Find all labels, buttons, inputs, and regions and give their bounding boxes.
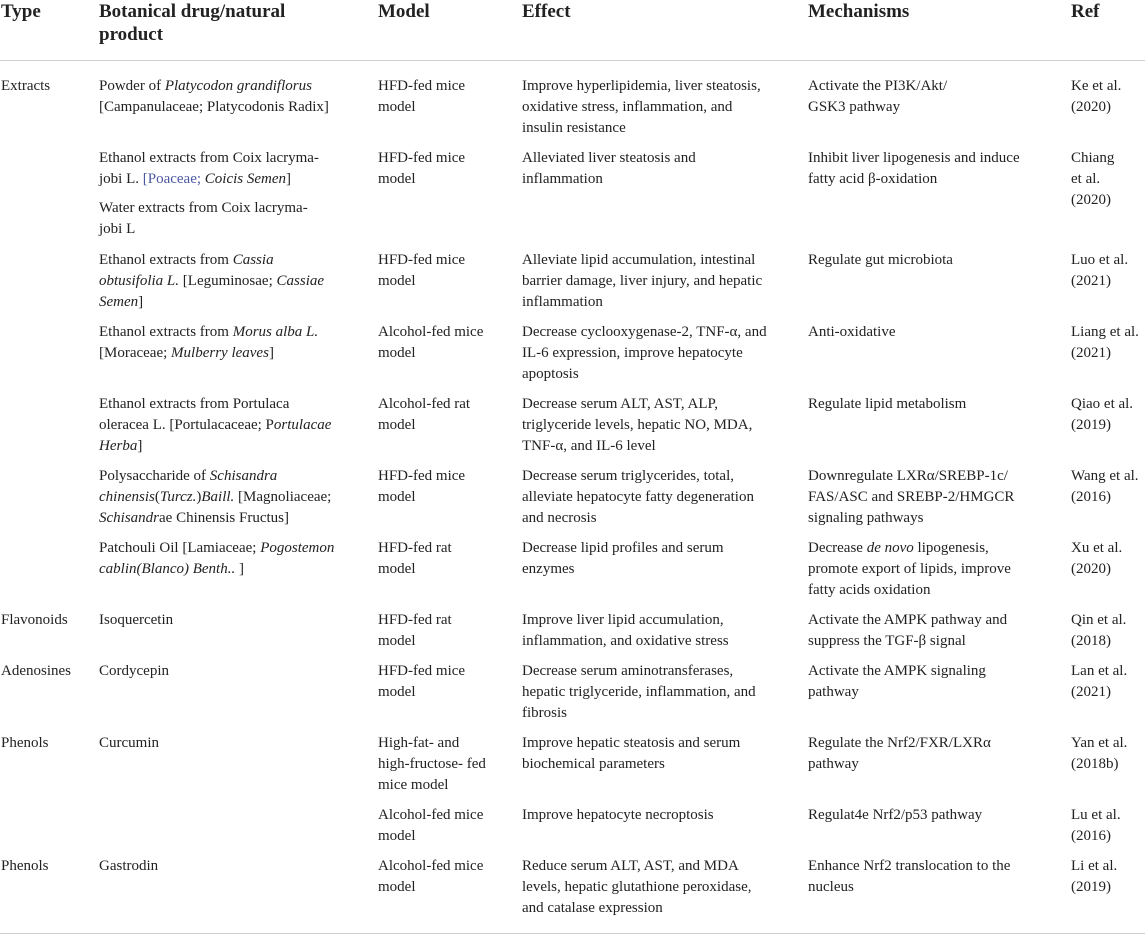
ref-cell: [1071, 661, 1127, 703]
model-cell: [378, 250, 465, 292]
effect-cell-line: levels, hepatic glutathione peroxidase,: [522, 879, 752, 896]
text-segment: [Moraceae;: [99, 345, 172, 362]
ref-cell-line: (2016): [1071, 489, 1111, 506]
model-cell: [378, 148, 465, 190]
type-cell-line: Phenols: [1, 735, 49, 751]
mechanism-cell: [808, 661, 986, 703]
effect-cell-line: Improve hepatocyte necroptosis: [522, 807, 714, 823]
model-cell-line: HFD-fed mice: [378, 663, 466, 679]
effect-cell-line: insulin resistance: [522, 120, 626, 137]
ref-cell-line: (2018b): [1071, 756, 1119, 773]
drug-cell: [99, 250, 324, 314]
ref-cell-line: Ke et al.: [1071, 78, 1122, 94]
ref-cell-line: (2019): [1071, 417, 1111, 434]
model-cell-line: model: [378, 417, 416, 434]
model-cell-line: HFD-fed mice: [378, 252, 466, 268]
model-cell: [378, 394, 470, 436]
mechanism-cell: [808, 322, 895, 343]
effect-cell-line: inflammation: [522, 171, 603, 188]
ref-cell-line: Lu et al.: [1071, 807, 1121, 823]
drug-cell-line: [99, 733, 159, 754]
effect-cell: [522, 394, 752, 458]
effect-cell-line: fibrosis: [522, 705, 567, 722]
effect-cell-line: Decrease serum aminotransferases,: [522, 663, 734, 679]
text-segment: Cassia: [232, 252, 274, 268]
header-drug: [99, 0, 285, 46]
text-segment: Polysaccharide of: [99, 468, 210, 484]
effect-cell: [522, 322, 767, 386]
effect-cell-line: Decrease serum triglycerides, total,: [522, 468, 734, 484]
ref-cell-line: (2018): [1071, 633, 1111, 650]
mechanism-cell-line: [808, 169, 1020, 190]
type-cell: [1, 76, 50, 97]
mechanism-cell-line: [808, 631, 1007, 652]
model-cell-line: model: [378, 171, 416, 188]
text-segment: ): [196, 489, 202, 506]
drug-cell: [99, 610, 173, 631]
effect-cell-line: Improve hepatic steatosis and serum: [522, 735, 741, 751]
drug-cell: [99, 466, 331, 530]
effect-cell-line: barrier damage, liver injury, and hepatic: [522, 273, 763, 290]
ref-cell: [1071, 733, 1127, 775]
text-segment: Ethanol extracts from: [99, 252, 233, 268]
ref-cell-line: Li et al.: [1071, 858, 1118, 874]
header-mechanisms: Mechanisms: [808, 1, 910, 22]
drug-cell-line: [99, 169, 319, 190]
model-cell: [378, 805, 483, 847]
model-cell: [378, 322, 483, 364]
text-segment: pathway: [808, 684, 859, 701]
text-segment: Regulate the Nrf2/FXR/LXRα: [808, 735, 991, 751]
drug-cell-line: [99, 148, 319, 169]
header-drug-line-2: product: [99, 24, 164, 45]
effect-cell: [522, 733, 740, 775]
text-segment: Decrease: [808, 540, 867, 556]
header-effect: Effect: [522, 1, 571, 22]
model-cell: [378, 610, 452, 652]
mechanism-cell-line: [808, 97, 947, 118]
text-segment: ]: [137, 438, 143, 455]
text-segment: ]: [235, 561, 244, 578]
text-segment: Water extracts from Coix lacryma-: [99, 200, 308, 216]
mechanism-cell: [808, 466, 1014, 530]
drug-cell: [99, 76, 329, 118]
effect-cell-line: IL-6 expression, improve hepatocyte: [522, 345, 743, 362]
ref-cell-line: Xu et al.: [1071, 540, 1123, 556]
text-segment: cablin(Blanco) Benth..: [99, 561, 236, 578]
mechanism-cell: [808, 148, 1020, 190]
text-segment: oleracea L. [Portulacaceae; P: [99, 417, 274, 434]
effect-cell-line: alleviate hepatocyte fatty degeneration: [522, 489, 754, 506]
taxonomy-link[interactable]: [Poaceae;: [142, 171, 205, 188]
text-segment: Platycodon grandiflorus: [164, 78, 312, 94]
text-segment: Cassiae: [276, 273, 325, 290]
model-cell-line: HFD-fed mice: [378, 150, 466, 166]
drug-cell-line: [99, 76, 329, 97]
mechanism-cell: [808, 538, 1011, 602]
text-segment: FAS/ASC and SREBP-2/HMGCR: [808, 489, 1015, 506]
model-cell-line: model: [378, 345, 416, 362]
text-segment: Mulberry leaves: [171, 345, 269, 362]
mechanism-cell-line: [808, 754, 991, 775]
ref-cell: [1071, 148, 1114, 212]
text-segment: Powder of: [99, 78, 165, 94]
ref-cell-line: (2016): [1071, 828, 1111, 845]
text-segment: Cordycepin: [99, 663, 169, 679]
text-segment: GSK3 pathway: [808, 99, 901, 116]
mechanism-cell: [808, 733, 991, 775]
drug-cell-line: [99, 219, 308, 240]
drug-cell-line: [99, 661, 169, 682]
mechanism-cell-line: [808, 466, 1014, 487]
ref-cell-line: (2020): [1071, 192, 1111, 209]
ref-cell: [1071, 805, 1121, 847]
model-cell: [378, 466, 465, 508]
ref-cell: [1071, 322, 1139, 364]
text-segment: [Magnoliaceae;: [234, 489, 332, 506]
ref-cell: [1071, 394, 1133, 436]
type-cell: [1, 610, 68, 631]
mechanism-cell-line: [808, 805, 982, 826]
model-cell-line: model: [378, 684, 416, 701]
text-segment: Isoquercetin: [99, 612, 174, 628]
text-segment: fatty acids oxidation: [808, 582, 931, 599]
text-segment: Activate the AMPK pathway and: [808, 612, 1008, 628]
drug-cell: [99, 198, 308, 240]
effect-cell-line: Decrease cyclooxygenase-2, TNF-α, and: [522, 324, 767, 340]
type-cell-line: Phenols: [1, 858, 49, 874]
text-segment: Ethanol extracts from: [99, 324, 233, 340]
text-segment: ae Chinensis Fructus]: [159, 510, 289, 527]
text-segment: Downregulate LXRα/SREBP-1c/: [808, 468, 1008, 484]
header-model: Model: [378, 1, 430, 22]
effect-cell: [522, 148, 696, 190]
header-drug-line-1: Botanical drug/natural: [99, 1, 286, 22]
model-cell-line: model: [378, 489, 416, 506]
ref-cell-line: (2019): [1071, 879, 1111, 896]
drug-cell: [99, 538, 334, 580]
mechanism-cell-line: [808, 148, 1020, 169]
text-segment: Patchouli Oil [Lamiaceae;: [99, 540, 261, 556]
effect-cell: [522, 661, 756, 725]
effect-cell: [522, 76, 761, 140]
bottom-rule: [0, 933, 1145, 934]
text-segment: jobi L: [99, 221, 136, 238]
drug-cell-line: [99, 292, 324, 313]
model-cell: [378, 538, 452, 580]
text-segment: [Leguminosae;: [179, 273, 277, 290]
effect-cell: [522, 538, 724, 580]
effect-cell-line: triglyceride levels, hepatic NO, MDA,: [522, 417, 753, 434]
effect-cell-line: TNF-α, and IL-6 level: [522, 438, 656, 455]
ref-cell-line: (2020): [1071, 99, 1111, 116]
text-segment: ]: [268, 345, 274, 362]
model-cell-line: HFD-fed rat: [378, 540, 452, 556]
drug-cell-line: [99, 538, 334, 559]
drug-cell-line: [99, 394, 331, 415]
effect-cell: [522, 610, 729, 652]
mechanism-cell: [808, 610, 1007, 652]
model-cell-line: model: [378, 99, 416, 116]
ref-cell-line: Lan et al.: [1071, 663, 1128, 679]
effect-cell-line: apoptosis: [522, 366, 579, 383]
mechanism-cell-line: [808, 682, 986, 703]
drug-cell-line: [99, 436, 331, 457]
mechanism-cell: [808, 394, 966, 415]
model-cell-line: model: [378, 879, 416, 896]
text-segment: Baill.: [201, 489, 235, 506]
effect-cell-line: enzymes: [522, 561, 575, 578]
text-segment: ]: [138, 294, 144, 311]
drug-cell: [99, 322, 318, 364]
drug-cell-line: [99, 466, 331, 487]
drug-cell: [99, 148, 319, 190]
drug-cell-line: [99, 343, 318, 364]
effect-cell: [522, 805, 714, 826]
text-segment: signaling pathways: [808, 510, 924, 527]
text-segment: fatty acid β-oxidation: [808, 171, 938, 188]
model-cell-line: Alcohol-fed mice: [378, 324, 484, 340]
text-segment: de novo: [866, 540, 914, 556]
ref-cell-line: Luo et al.: [1071, 252, 1129, 268]
drug-cell-line: [99, 271, 324, 292]
drug-cell-line: [99, 250, 324, 271]
model-cell-line: model: [378, 633, 416, 650]
ref-cell-line: Yan et al.: [1071, 735, 1128, 751]
text-segment: promote export of lipids, improve: [808, 561, 1011, 578]
mechanism-cell-line: [808, 508, 1014, 529]
effect-cell-line: Decrease serum ALT, AST, ALP,: [522, 396, 718, 412]
model-cell-line: Alcohol-fed mice: [378, 858, 484, 874]
model-cell-line: model: [378, 561, 416, 578]
model-cell: [378, 76, 465, 118]
text-segment: Herba: [99, 438, 138, 455]
drug-cell: [99, 856, 158, 877]
mechanism-cell-line: [808, 394, 966, 415]
mechanism-cell-line: [808, 76, 947, 97]
mechanism-cell-line: [808, 580, 1011, 601]
effect-cell-line: Decrease lipid profiles and serum: [522, 540, 724, 556]
drug-cell: [99, 661, 169, 682]
text-segment: Activate the PI3K/Akt/: [808, 78, 948, 94]
mechanism-cell-line: [808, 487, 1014, 508]
ref-cell-line: Wang et al.: [1071, 468, 1139, 484]
type-cell-line: Flavonoids: [1, 612, 68, 628]
mechanism-cell: [808, 805, 982, 826]
mechanism-cell-line: [808, 250, 953, 271]
text-segment: Regulate gut microbiota: [808, 252, 953, 268]
drug-cell: [99, 394, 331, 458]
mechanism-cell-line: [808, 661, 986, 682]
ref-cell-line: Chiang: [1071, 150, 1115, 166]
header-type: Type: [1, 1, 41, 22]
model-cell-line: high-fructose- fed: [378, 756, 486, 773]
drug-cell-line: [99, 97, 329, 118]
model-cell-line: mice model: [378, 777, 449, 794]
text-segment: Ethanol extracts from Portulaca: [99, 396, 290, 412]
text-segment: [Campanulaceae; Platycodonis Radix]: [99, 99, 329, 116]
text-segment: obtusifolia L.: [99, 273, 180, 290]
ref-cell-line: (2020): [1071, 561, 1111, 578]
effect-cell-line: biochemical parameters: [522, 756, 665, 773]
ref-cell-line: Liang et al.: [1071, 324, 1139, 340]
drug-cell-line: [99, 856, 158, 877]
model-cell-line: HFD-fed mice: [378, 468, 466, 484]
effect-cell-line: oxidative stress, inflammation, and: [522, 99, 733, 116]
text-segment: Enhance Nrf2 translocation to the: [808, 858, 1011, 874]
type-cell: [1, 733, 49, 754]
model-cell: [378, 661, 465, 703]
header-ref: Ref: [1071, 1, 1100, 22]
ref-cell-line: Qin et al.: [1071, 612, 1127, 628]
drug-cell-line: [99, 322, 318, 343]
effect-cell-line: Reduce serum ALT, AST, and MDA: [522, 858, 739, 874]
effect-cell-line: Alleviated liver steatosis and: [522, 150, 696, 166]
drug-cell-line: [99, 610, 173, 631]
text-segment: Pogostemon: [260, 540, 335, 556]
mechanism-cell: [808, 856, 1010, 898]
model-cell-line: HFD-fed rat: [378, 612, 452, 628]
drug-cell-line: [99, 487, 331, 508]
ref-cell-line: (2021): [1071, 684, 1111, 701]
model-cell-line: High-fat- and: [378, 735, 460, 751]
ref-cell-line: Qiao et al.: [1071, 396, 1134, 412]
text-segment: Regulate lipid metabolism: [808, 396, 967, 412]
ref-cell-line: (2021): [1071, 273, 1111, 290]
effect-cell-line: Improve hyperlipidemia, liver steatosis,: [522, 78, 761, 94]
drug-cell-line: [99, 508, 331, 529]
text-segment: nucleus: [808, 879, 854, 896]
drug-cell-line: [99, 415, 331, 436]
text-segment: Regulat4e Nrf2/p53 pathway: [808, 807, 983, 823]
text-segment: pathway: [808, 756, 859, 773]
mechanism-cell-line: [808, 856, 1010, 877]
mechanism-cell-line: [808, 559, 1011, 580]
ref-cell: [1071, 466, 1139, 508]
text-segment: Inhibit liver lipogenesis and induce: [808, 150, 1020, 166]
text-segment: suppress the TGF-β signal: [808, 633, 966, 650]
text-segment: Curcumin: [99, 735, 159, 751]
model-cell-line: model: [378, 828, 416, 845]
ref-cell: [1071, 250, 1128, 292]
mechanism-cell: [808, 250, 953, 271]
text-segment: ortulacae: [273, 417, 332, 434]
mechanism-cell-line: [808, 538, 1011, 559]
model-cell: [378, 856, 483, 898]
effect-cell: [522, 856, 752, 920]
ref-cell: [1071, 610, 1126, 652]
ref-cell-line: et al.: [1071, 171, 1101, 188]
text-segment: Schisandr: [99, 510, 159, 527]
drug-cell: [99, 733, 159, 754]
mechanism-cell-line: [808, 610, 1007, 631]
ref-cell-line: (2021): [1071, 345, 1111, 362]
type-cell-line: Extracts: [1, 78, 51, 94]
effect-cell: [522, 250, 762, 314]
effect-cell: [522, 466, 754, 530]
text-segment: Anti-oxidative: [808, 324, 896, 340]
text-segment: Turcz.: [159, 489, 197, 506]
drug-cell-line: [99, 198, 308, 219]
text-segment: Morus alba L.: [232, 324, 319, 340]
model-cell-line: model: [378, 273, 416, 290]
text-segment: Gastrodin: [99, 858, 159, 874]
text-segment: jobi L.: [99, 171, 143, 188]
text-segment: Coicis Semen: [204, 171, 287, 188]
drug-cell-line: [99, 559, 334, 580]
text-segment: Ethanol extracts from Coix lacryma-: [99, 150, 319, 166]
model-cell: [378, 733, 486, 797]
model-cell-line: HFD-fed mice: [378, 78, 466, 94]
effect-cell-line: inflammation, and oxidative stress: [522, 633, 729, 650]
text-segment: ]: [286, 171, 292, 188]
effect-cell-line: hepatic triglyceride, inflammation, and: [522, 684, 756, 701]
text-segment: chinensis: [99, 489, 155, 506]
effect-cell-line: and catalase expression: [522, 900, 663, 917]
mechanism-cell-line: [808, 733, 991, 754]
type-cell: [1, 856, 49, 877]
model-cell-line: Alcohol-fed rat: [378, 396, 471, 412]
text-segment: Semen: [99, 294, 139, 311]
mechanism-cell: [808, 76, 947, 118]
effect-cell-line: inflammation: [522, 294, 603, 311]
text-segment: Activate the AMPK signaling: [808, 663, 986, 679]
ref-cell: [1071, 856, 1117, 898]
mechanism-cell-line: [808, 322, 895, 343]
model-cell-line: Alcohol-fed mice: [378, 807, 484, 823]
text-segment: lipogenesis,: [913, 540, 989, 556]
type-cell: [1, 661, 71, 682]
effect-cell-line: Improve liver lipid accumulation,: [522, 612, 724, 628]
effect-cell-line: and necrosis: [522, 510, 597, 527]
header-rule: [0, 60, 1145, 61]
mechanism-cell-line: [808, 877, 1010, 898]
text-segment: Schisandra: [209, 468, 278, 484]
ref-cell: [1071, 538, 1122, 580]
ref-cell: [1071, 76, 1121, 118]
type-cell-line: Adenosines: [1, 663, 71, 679]
effect-cell-line: Alleviate lipid accumulation, intestinal: [522, 252, 756, 268]
text-segment: (: [154, 489, 160, 506]
